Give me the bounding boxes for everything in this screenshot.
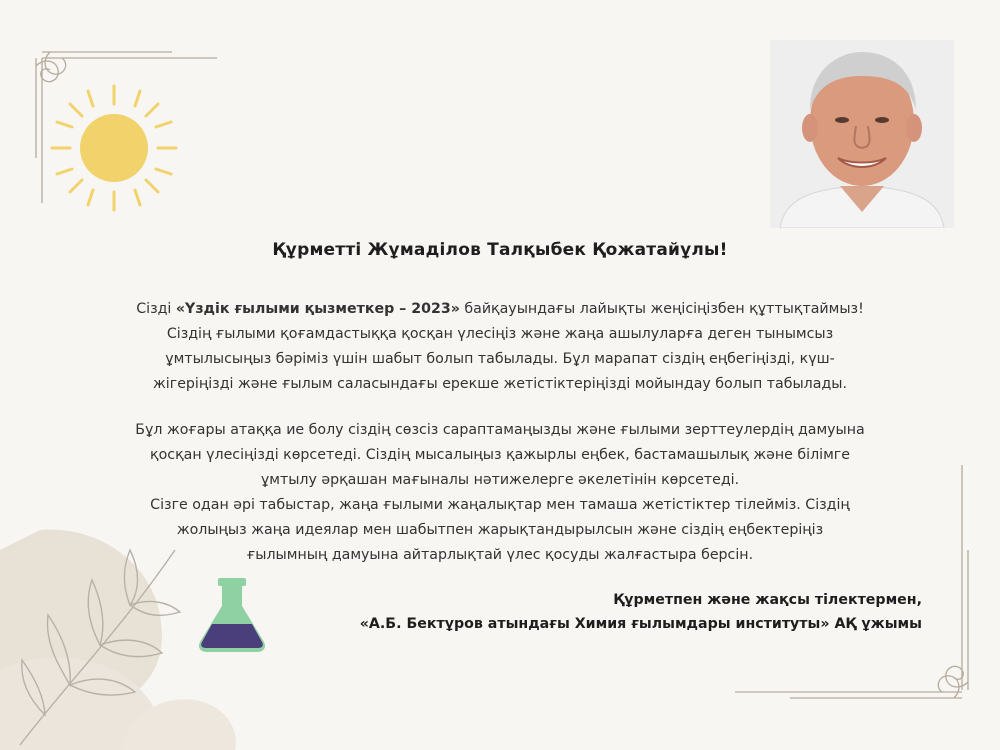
text-segment: байқауындағы лайықты жеңісіңізбен құттықтаймыз! [459, 301, 864, 317]
paragraph-line: Сізге одан әрі табыстар, жаңа ғылыми жаңалықтар мен тамаша жетістіктер тілейміз. Сіздің [150, 497, 850, 513]
congratulation-paragraph-2 [40, 418, 960, 568]
paragraph-line: жігеріңізді және ғылым саласындағы ерекше жетістіктеріңізді мойындау болып табылады. [153, 376, 847, 392]
sun-icon [48, 82, 180, 214]
paragraph-line: Сіздің ғылыми қоғамдастыққа қосқан үлесіңіз және жаңа ашылуларға деген тынымсыз [166, 326, 834, 342]
text-segment: Сізді [136, 301, 176, 317]
closing-phrase: Құрметпен және жақсы тілектермен, [613, 592, 922, 608]
paragraph-line: Бұл жоғары атаққа ие болу сіздің сөзсіз сараптамаңызды және ғылыми зерттеулердің дамуына [135, 422, 865, 438]
congratulation-paragraph-1 [40, 297, 960, 397]
paragraph-line: ұмтылысыңыз бәріміз үшін шабыт болып табылады. Бұл марапат сіздің еңбегіңізді, күш- [165, 351, 835, 367]
institution-name: «А.Б. Бектұров атындағы Химия ғылымдары институты» АҚ ұжымы [359, 616, 922, 632]
paragraph-line: қосқан үлесіңізді көрсетеді. Сіздің мысалыңыз қажырлы еңбек, бастамашылық және білімге [150, 447, 850, 463]
portrait-photo [770, 40, 954, 228]
paragraph-line: жолыңыз жаңа идеялар мен шабытпен жарықтандырылсын және сіздің еңбектеріңіз [176, 522, 824, 538]
paragraph-line [40, 297, 960, 322]
greeting-heading: Құрметті Жұмаділов Талқыбек Қожатайұлы! [272, 240, 728, 260]
award-title: «Үздік ғылыми қызметкер – 2023» [175, 301, 460, 317]
paragraph-line: ғылымның дамуына айтарлықтай үлес қосуды жалғастыра берсін. [246, 547, 754, 563]
flask-icon [196, 576, 268, 654]
signature-block [360, 588, 922, 636]
paragraph-line: ұмтылу әрқашан мағыналы нәтижелерге әкелетінін көрсетеді. [260, 472, 740, 488]
